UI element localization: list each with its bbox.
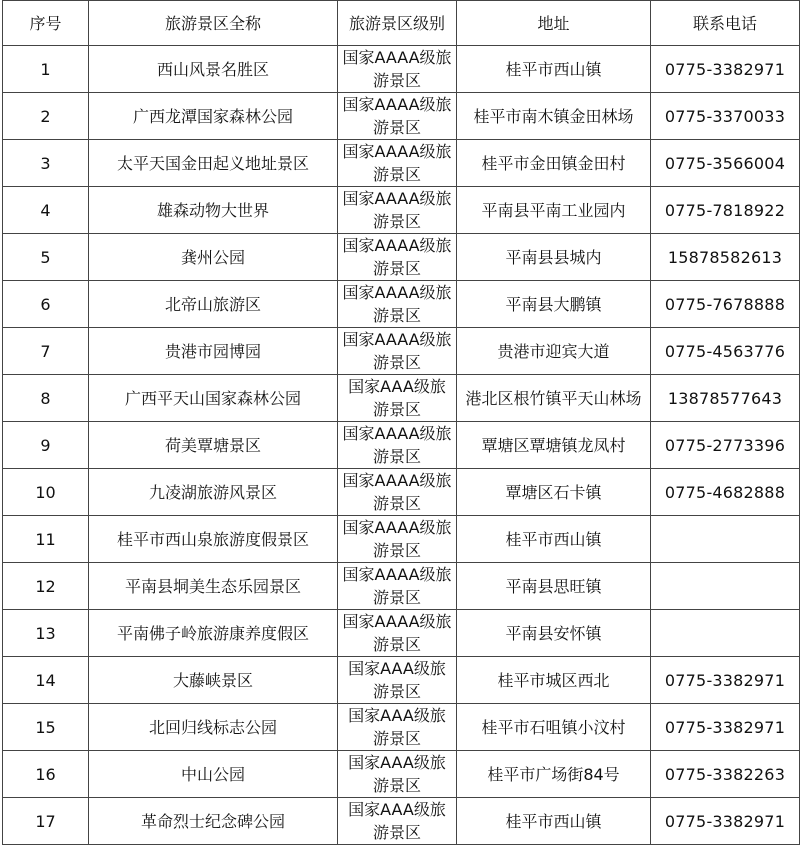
cell-phone — [651, 610, 800, 657]
cell-address: 平南县思旺镇 — [457, 563, 651, 610]
cell-no: 8 — [3, 375, 89, 422]
cell-level: 国家AAA级旅游景区 — [338, 751, 457, 798]
cell-address: 覃塘区石卡镇 — [457, 469, 651, 516]
cell-level: 国家AAAA级旅游景区 — [338, 516, 457, 563]
cell-address: 贵港市迎宾大道 — [457, 328, 651, 375]
cell-phone — [651, 516, 800, 563]
table-row — [3, 234, 800, 281]
cell-name: 平南县垌美生态乐园景区 — [89, 563, 338, 610]
cell-phone: 0775-4682888 — [651, 469, 800, 516]
cell-no: 5 — [3, 234, 89, 281]
cell-no: 17 — [3, 798, 89, 845]
cell-no: 1 — [3, 46, 89, 93]
cell-address: 平南县大鹏镇 — [457, 281, 651, 328]
cell-level: 国家AAA级旅游景区 — [338, 657, 457, 704]
cell-name: 荷美覃塘景区 — [89, 422, 338, 469]
cell-address: 桂平市西山镇 — [457, 798, 651, 845]
cell-address: 桂平市广场街84号 — [457, 751, 651, 798]
cell-phone: 0775-7678888 — [651, 281, 800, 328]
cell-name: 广西平天山国家森林公园 — [89, 375, 338, 422]
cell-address: 桂平市西山镇 — [457, 46, 651, 93]
cell-address: 平南县安怀镇 — [457, 610, 651, 657]
cell-no: 15 — [3, 704, 89, 751]
cell-phone: 0775-3382263 — [651, 751, 800, 798]
cell-no: 4 — [3, 187, 89, 234]
header-level: 旅游景区级别 — [338, 1, 457, 46]
cell-no: 7 — [3, 328, 89, 375]
cell-name: 革命烈士纪念碑公园 — [89, 798, 338, 845]
cell-name: 贵港市园博园 — [89, 328, 338, 375]
cell-no: 9 — [3, 422, 89, 469]
cell-phone: 0775-4563776 — [651, 328, 800, 375]
cell-address: 桂平市南木镇金田林场 — [457, 93, 651, 140]
cell-phone: 13878577643 — [651, 375, 800, 422]
cell-address: 港北区根竹镇平天山林场 — [457, 375, 651, 422]
table-row — [3, 657, 800, 704]
cell-name: 中山公园 — [89, 751, 338, 798]
table-row — [3, 798, 800, 845]
cell-level: 国家AAAA级旅游景区 — [338, 187, 457, 234]
cell-no: 6 — [3, 281, 89, 328]
cell-phone: 0775-3382971 — [651, 657, 800, 704]
cell-level: 国家AAAA级旅游景区 — [338, 422, 457, 469]
cell-name: 桂平市西山泉旅游度假景区 — [89, 516, 338, 563]
cell-phone: 0775-3382971 — [651, 704, 800, 751]
table-row — [3, 140, 800, 187]
cell-phone: 0775-3370033 — [651, 93, 800, 140]
table-row — [3, 610, 800, 657]
cell-no: 3 — [3, 140, 89, 187]
cell-address: 桂平市西山镇 — [457, 516, 651, 563]
cell-name: 北回归线标志公园 — [89, 704, 338, 751]
cell-no: 10 — [3, 469, 89, 516]
header-address: 地址 — [457, 1, 651, 46]
cell-name: 雄森动物大世界 — [89, 187, 338, 234]
table-row — [3, 704, 800, 751]
cell-no: 12 — [3, 563, 89, 610]
table-row — [3, 93, 800, 140]
table-row — [3, 187, 800, 234]
cell-phone: 0775-3566004 — [651, 140, 800, 187]
cell-address: 桂平市金田镇金田村 — [457, 140, 651, 187]
header-name: 旅游景区全称 — [89, 1, 338, 46]
cell-name: 广西龙潭国家森林公园 — [89, 93, 338, 140]
cell-phone: 0775-3382971 — [651, 798, 800, 845]
cell-name: 九凌湖旅游风景区 — [89, 469, 338, 516]
cell-name: 北帝山旅游区 — [89, 281, 338, 328]
cell-no: 2 — [3, 93, 89, 140]
cell-name: 龚州公园 — [89, 234, 338, 281]
cell-level: 国家AAAA级旅游景区 — [338, 281, 457, 328]
table-row — [3, 422, 800, 469]
cell-phone: 0775-3382971 — [651, 46, 800, 93]
header-no: 序号 — [3, 1, 89, 46]
cell-name: 大藤峡景区 — [89, 657, 338, 704]
table-row — [3, 46, 800, 93]
cell-level: 国家AAA级旅游景区 — [338, 375, 457, 422]
header-row — [3, 1, 800, 46]
table-body — [3, 46, 800, 845]
cell-phone — [651, 563, 800, 610]
cell-no: 14 — [3, 657, 89, 704]
cell-address: 平南县县城内 — [457, 234, 651, 281]
cell-name: 西山风景名胜区 — [89, 46, 338, 93]
cell-no: 13 — [3, 610, 89, 657]
cell-level: 国家AAAA级旅游景区 — [338, 328, 457, 375]
cell-phone: 15878582613 — [651, 234, 800, 281]
cell-level: 国家AAA级旅游景区 — [338, 798, 457, 845]
cell-phone: 0775-7818922 — [651, 187, 800, 234]
table-row — [3, 375, 800, 422]
table-row — [3, 516, 800, 563]
cell-level: 国家AAAA级旅游景区 — [338, 93, 457, 140]
cell-name: 平南佛子岭旅游康养度假区 — [89, 610, 338, 657]
cell-level: 国家AAAA级旅游景区 — [338, 46, 457, 93]
scenic-areas-table — [2, 0, 800, 845]
cell-no: 11 — [3, 516, 89, 563]
cell-level: 国家AAA级旅游景区 — [338, 704, 457, 751]
table-row — [3, 469, 800, 516]
cell-phone: 0775-2773396 — [651, 422, 800, 469]
cell-address: 桂平市石咀镇小汶村 — [457, 704, 651, 751]
cell-level: 国家AAAA级旅游景区 — [338, 563, 457, 610]
cell-address: 覃塘区覃塘镇龙凤村 — [457, 422, 651, 469]
cell-address: 桂平市城区西北 — [457, 657, 651, 704]
cell-level: 国家AAAA级旅游景区 — [338, 140, 457, 187]
table-row — [3, 563, 800, 610]
cell-level: 国家AAAA级旅游景区 — [338, 610, 457, 657]
table-row — [3, 328, 800, 375]
cell-address: 平南县平南工业园内 — [457, 187, 651, 234]
header-phone: 联系电话 — [651, 1, 800, 46]
table-row — [3, 751, 800, 798]
table-row — [3, 281, 800, 328]
cell-level: 国家AAAA级旅游景区 — [338, 469, 457, 516]
cell-no: 16 — [3, 751, 89, 798]
cell-level: 国家AAAA级旅游景区 — [338, 234, 457, 281]
cell-name: 太平天国金田起义地址景区 — [89, 140, 338, 187]
